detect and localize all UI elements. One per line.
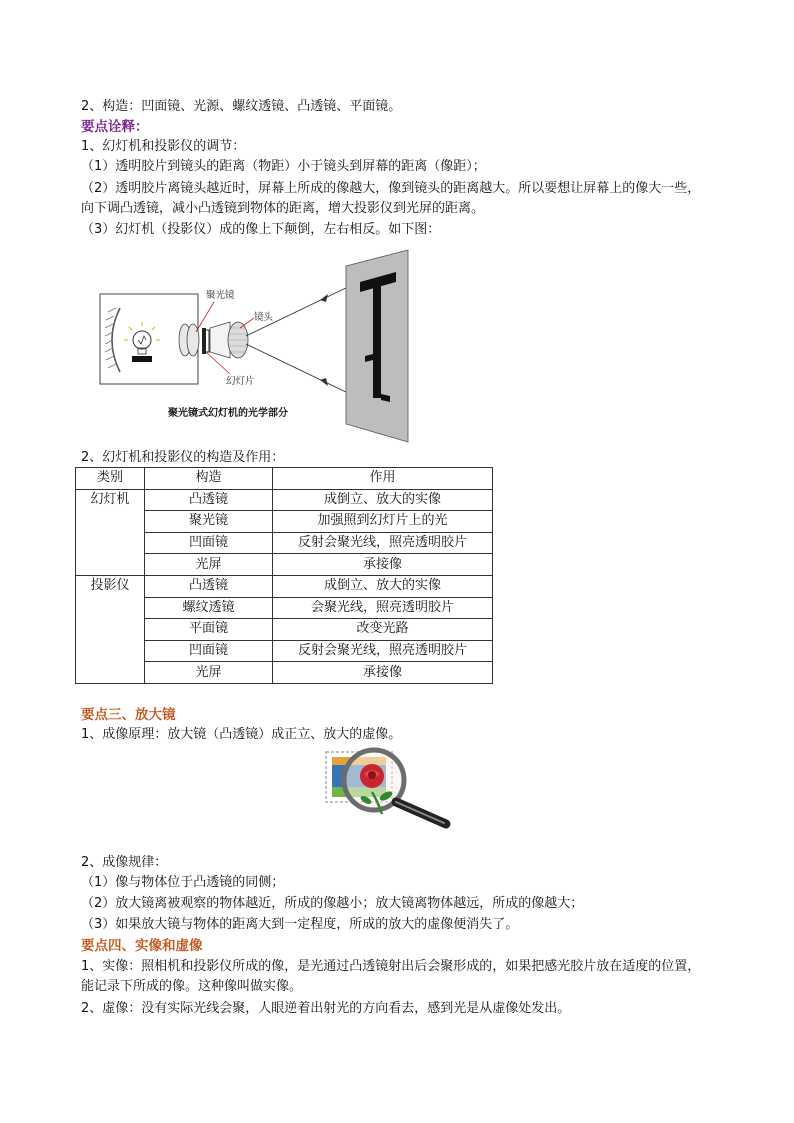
part-cell: 平面镜: [145, 619, 273, 641]
construction-line: 2、构造：凹面镜、光源、螺纹透镜、凸透镜、平面镜。: [81, 99, 402, 114]
slide: [202, 328, 206, 354]
part-cell: 螺纹透镜: [145, 597, 273, 619]
table-title: 2、幻灯机和投影仪的构造及作用：: [81, 450, 285, 465]
concave-mirror: [112, 308, 120, 372]
table-header: 构造: [145, 468, 273, 490]
adjust-item-1: （1）透明胶片到镜头的距离（物距）小于镜头到屏幕的距离（像距）；: [81, 159, 486, 174]
table-header: 作用: [273, 468, 493, 490]
label-lens: 镜头: [254, 312, 274, 323]
function-cell: 会聚光线，照亮透明胶片: [273, 597, 493, 619]
section-3-heading: 要点三、放大镜: [81, 707, 176, 723]
part-cell: 聚光镜: [145, 511, 273, 533]
part-cell: 光屏: [145, 662, 273, 684]
part-cell: 凹面镜: [145, 640, 273, 662]
figure-caption: 聚光镜式幻灯机的光学部分: [168, 408, 288, 419]
construction-table: [75, 467, 493, 684]
function-cell: 承接像: [273, 554, 493, 576]
adjust-title: 1、幻灯机和投影仪的调节：: [81, 139, 246, 154]
real-image-definition: 1、实像：照相机和投影仪所成的像，是光通过凸透镜射出后会聚形成的，如果把感光胶片放在适度的位置，能记录下所成的像。这种像叫做实像。: [81, 959, 701, 994]
function-cell: 反射会聚光线，照亮透明胶片: [273, 640, 493, 662]
magnifier-principle: 1、成像原理：放大镜（凸透镜）成正立、放大的虚像。: [81, 727, 402, 742]
imaging-rule-2: （2）放大镜离被观察的物体越近，所成的像越小；放大镜离物体越远，所成的像越大；: [81, 896, 584, 911]
part-cell: 光屏: [145, 554, 273, 576]
function-cell: 成倒立、放大的实像: [273, 575, 493, 597]
part-cell: 凹面镜: [145, 532, 273, 554]
imaging-rules-title: 2、成像规律：: [81, 855, 168, 870]
category-cell: 投影仪: [76, 575, 145, 683]
function-cell: 加强照到幻灯片上的光: [273, 511, 493, 533]
ray-upper: [246, 286, 350, 336]
imaging-rule-1: （1）像与物体位于凸透镜的同侧；: [81, 875, 285, 890]
table-row: [76, 489, 493, 511]
part-cell: 凸透镜: [145, 575, 273, 597]
label-condenser: 聚光镜: [206, 290, 235, 301]
function-cell: 成倒立、放大的实像: [273, 489, 493, 511]
projector-optics-figure: [90, 248, 420, 444]
imaging-rule-3: （3）如果放大镜与物体的距离大到一定程度，所成的放大的虚像便消失了。: [81, 917, 519, 932]
condenser-lens-2: [187, 324, 199, 356]
table-row: [76, 575, 493, 597]
function-cell: 承接像: [273, 662, 493, 684]
table-header-row: [76, 468, 493, 490]
function-cell: 反射会聚光线，照亮透明胶片: [273, 532, 493, 554]
table-header: 类别: [76, 468, 145, 490]
virtual-image-definition: 2、虚像：没有实际光线会聚，人眼逆着出射光的方向看去，感到光是从虚像处发出。: [81, 1001, 571, 1016]
function-cell: 改变光路: [273, 619, 493, 641]
magnifier-illustration: [322, 746, 462, 832]
category-cell: 幻灯机: [76, 489, 145, 575]
key-points-heading: 要点诠释：: [81, 119, 149, 135]
ray-lower: [246, 344, 350, 394]
label-slide: 幻灯片: [226, 376, 255, 387]
adjust-item-2: （2）透明胶片离镜头越近时，屏幕上所成的像越大，像到镜头的距离越大。所以要想让屏幕上的像大一些，向下调凸透镜，减小凸透镜到物体的距离，增大投影仪到光屏的距离。: [81, 181, 701, 216]
section-4-heading: 要点四、实像和虚像: [81, 938, 203, 954]
part-cell: 凸透镜: [145, 489, 273, 511]
bulb-icon: [124, 322, 160, 362]
adjust-item-3: （3）幻灯机（投影仪）成的像上下颠倒，左右相反。如下图：: [81, 222, 441, 237]
